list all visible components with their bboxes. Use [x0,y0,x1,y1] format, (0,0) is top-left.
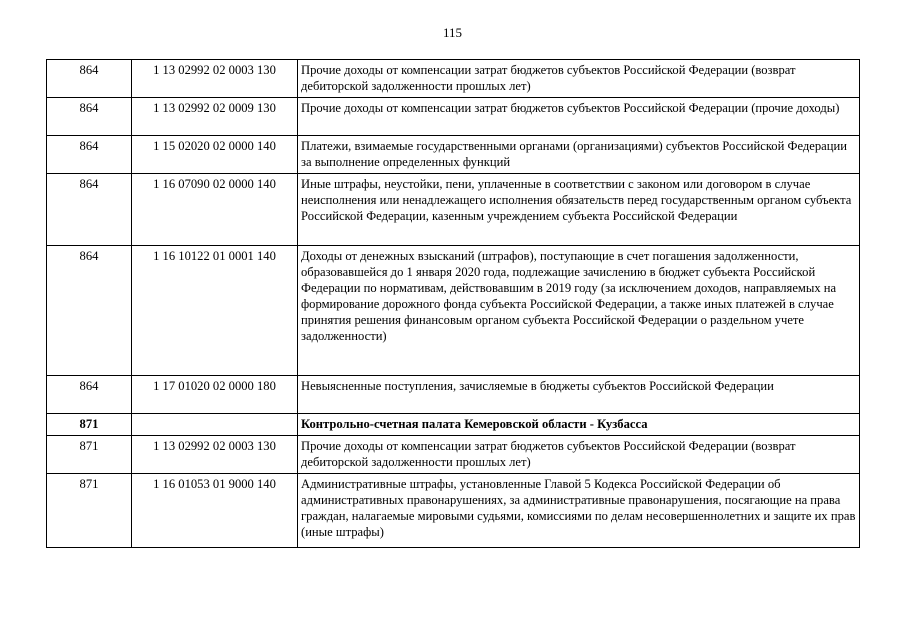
table-row [47,436,860,474]
admin-code-cell: 864 [47,174,132,246]
revenue-name-cell: Прочие доходы от компенсации затрат бюджетов субъектов Российской Федерации (возврат дебиторской задолженности прошлых лет) [298,436,860,474]
revenue-name-cell: Невыясненные поступления, зачисляемые в бюджеты субъектов Российской Федерации [298,376,860,414]
admin-code-cell: 864 [47,60,132,98]
revenue-name-cell: Иные штрафы, неустойки, пени, уплаченные в соответствии с законом или договором в случае неисполнения или ненадлежащего исполнения обязательств перед государственным органом субъекта Российской Федерации, казенным учреждением субъекта Российской Федерации [298,174,860,246]
revenue-name-cell: Прочие доходы от компенсации затрат бюджетов субъектов Российской Федерации (прочие доходы) [298,98,860,136]
budget-code-cell: 1 16 07090 02 0000 140 [132,174,298,246]
revenue-code-table [46,59,860,548]
admin-code-cell: 864 [47,98,132,136]
table-row [47,174,860,246]
budget-code-cell: 1 13 02992 02 0003 130 [132,60,298,98]
admin-code-cell: 871 [47,474,132,548]
revenue-name-cell: Административные штрафы, установленные Главой 5 Кодекса Российской Федерации об административных правонарушениях, за административные правонарушения, посягающие на права граждан, налагаемые мировыми судьями, комиссиями по делам несовершеннолетних и защите их прав (иные штрафы) [298,474,860,548]
budget-code-cell: 1 13 02992 02 0009 130 [132,98,298,136]
table-row [47,136,860,174]
budget-code-cell: 1 15 02020 02 0000 140 [132,136,298,174]
admin-code-cell: 864 [47,136,132,174]
table-row [47,98,860,136]
table-row [47,474,860,548]
page-number: 115 [442,25,463,40]
budget-code-cell: 1 16 10122 01 0001 140 [132,246,298,376]
administrator-name-cell: Контрольно-счетная палата Кемеровской области - Кузбасса [298,414,860,436]
budget-code-cell: 1 17 01020 02 0000 180 [132,376,298,414]
table-row-section-header [47,414,860,436]
budget-code-cell: 1 16 01053 01 9000 140 [132,474,298,548]
admin-code-cell: 864 [47,376,132,414]
admin-code-cell: 871 [47,436,132,474]
table-row [47,376,860,414]
budget-code-cell: 1 13 02992 02 0003 130 [132,436,298,474]
admin-code-cell: 871 [47,414,132,436]
admin-code-cell: 864 [47,246,132,376]
table-row [47,60,860,98]
revenue-name-cell: Платежи, взимаемые государственными органами (организациями) субъектов Российской Федерации за выполнение определенных функций [298,136,860,174]
revenue-name-cell: Прочие доходы от компенсации затрат бюджетов субъектов Российской Федерации (возврат дебиторской задолженности прошлых лет) [298,60,860,98]
budget-code-cell [132,414,298,436]
revenue-name-cell: Доходы от денежных взысканий (штрафов), поступающие в счет погашения задолженности, образовавшейся до 1 января 2020 года, подлежащие зачислению в бюджет субъекта Российской Федерации по нормативам, действовавшим в 2019 году (за исключением доходов, направляемых на формирование дорожного фонда субъекта Российской Федерации, а также иных платежей в случае принятия решения финансовым органом субъекта Российской Федерации о раздельном учете задолженности) [298,246,860,376]
table-row [47,246,860,376]
